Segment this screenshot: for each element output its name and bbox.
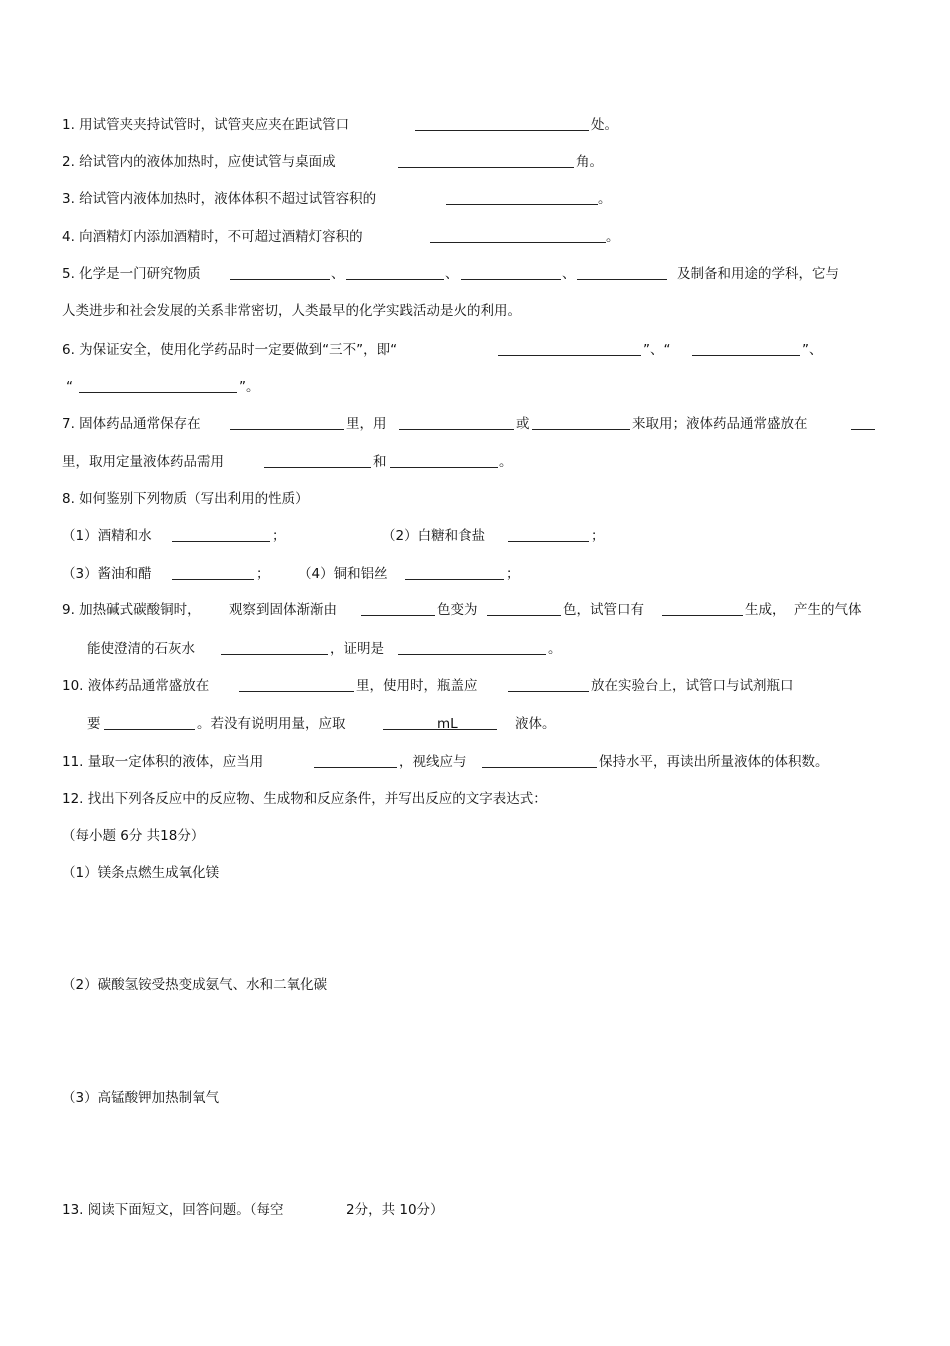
answer-blank[interactable] (239, 677, 354, 692)
question-text: 2. 给试管内的液体加热时，应使试管与桌面成 (62, 154, 336, 170)
question-text: 里，取用定量液体药品需用 (62, 454, 224, 470)
sub-item: （3）酱油和醋 (62, 566, 152, 582)
sub-item: （2）白糖和食盐 (382, 528, 486, 544)
answer-blank[interactable] (532, 415, 630, 430)
answer-blank[interactable] (230, 265, 330, 280)
question-part: ，视线应与 (399, 754, 467, 770)
answer-blank[interactable] (399, 415, 514, 430)
question-end: 处。 (591, 117, 618, 133)
question-text: 1. 用试管夹夹持试管时，试管夹应夹在距试管口 (62, 117, 350, 133)
answer-blank[interactable] (692, 341, 800, 356)
sub-item: （1）酒精和水 (62, 528, 152, 544)
score-note: 2分，共 10分） (346, 1202, 444, 1218)
question-end: 。 (606, 229, 620, 245)
answer-blank[interactable] (314, 753, 397, 768)
question-text: 12. 找出下列各反应中的反应物、生成物和反应条件，并写出反应的文字表达式： (62, 791, 547, 807)
answer-blank[interactable] (390, 453, 498, 468)
answer-blank[interactable] (398, 153, 574, 168)
separator: ； (272, 528, 286, 544)
sub-item: （1）镁条点燃生成氧化镁 (62, 865, 220, 881)
question-part: 色变为 (437, 602, 478, 618)
sub-item: （2）碳酸氢铵受热变成氨气、水和二氧化碳 (62, 977, 328, 993)
answer-blank[interactable] (172, 527, 270, 542)
quote-open: “ (66, 379, 73, 395)
question-part: 色，试管口有 (563, 602, 644, 618)
answer-blank[interactable] (361, 601, 435, 616)
question-text: 5. 化学是一门研究物质 (62, 266, 201, 282)
question-text: 6. 为保证安全，使用化学药品时一定要做到“三不”，即“ (62, 342, 398, 358)
answer-blank[interactable] (498, 341, 641, 356)
question-text: 11. 量取一定体积的液体，应当用 (62, 754, 264, 770)
question-part: 来取用；液体药品通常盛放在 (632, 416, 808, 432)
answer-blank[interactable] (415, 116, 589, 131)
question-text: 10. 液体药品通常盛放在 (62, 678, 210, 694)
question-part: 生成， (745, 602, 786, 618)
separator: 、 (445, 266, 459, 282)
answer-blank[interactable] (508, 677, 589, 692)
question-end: 液体。 (515, 716, 556, 732)
question-part: 。若没有说明用量，应取 (197, 716, 346, 732)
answer-blank[interactable] (221, 640, 328, 655)
question-part: 里，使用时，瓶盖应 (356, 678, 478, 694)
answer-blank[interactable] (264, 453, 371, 468)
answer-blank[interactable] (104, 715, 195, 730)
answer-blank[interactable] (662, 601, 743, 616)
separator: 、 (562, 266, 576, 282)
question-end: 。 (499, 454, 513, 470)
sub-item: （4）铜和铝丝 (298, 566, 388, 582)
question-end: ”。 (239, 379, 260, 395)
answer-blank[interactable] (398, 640, 546, 655)
answer-blank[interactable] (172, 565, 254, 580)
question-text: 人类进步和社会发展的关系非常密切，人类最早的化学实践活动是火的利用。 (62, 303, 521, 319)
question-end: 。 (548, 641, 562, 657)
answer-blank[interactable] (508, 527, 589, 542)
question-end: 及制备和用途的学科，它与 (677, 266, 839, 282)
question-text: 4. 向酒精灯内添加酒精时，不可超过酒精灯容积的 (62, 229, 363, 245)
question-part: 或 (516, 416, 530, 432)
answer-blank[interactable] (487, 601, 561, 616)
question-end: 。 (598, 191, 612, 207)
unit-label: mL (437, 716, 458, 732)
question-text: 13. 阅读下面短文，回答问题。（每空 (62, 1202, 284, 1218)
answer-blank[interactable] (79, 378, 237, 393)
answer-blank[interactable] (405, 565, 504, 580)
answer-blank[interactable] (461, 265, 561, 280)
separator: ； (591, 528, 605, 544)
separator: ”、“ (643, 342, 671, 358)
separator: ”、 (802, 342, 823, 358)
answer-blank[interactable] (577, 265, 667, 280)
question-part: 保持水平，再读出所量液体的体积数。 (599, 754, 829, 770)
score-note: （每小题 6分 共18分） (62, 828, 205, 844)
question-text: 9. 加热碱式碳酸铜时， (62, 602, 201, 618)
question-text: 能使澄清的石灰水 (87, 641, 195, 657)
question-part: ，证明是 (330, 641, 384, 657)
question-part: 观察到固体渐渐由 (229, 602, 337, 618)
separator: ； (256, 566, 270, 582)
answer-blank[interactable] (851, 415, 875, 430)
question-text: 3. 给试管内液体加热时，液体体积不超过试管容积的 (62, 191, 377, 207)
question-part: 放在实验台上，试管口与试剂瓶口 (591, 678, 794, 694)
question-part: 产生的气体 (794, 602, 862, 618)
question-end: 角。 (576, 154, 603, 170)
separator: ； (506, 566, 520, 582)
answer-blank[interactable] (430, 228, 606, 243)
separator: 、 (331, 266, 345, 282)
answer-blank[interactable] (230, 415, 344, 430)
answer-blank[interactable] (346, 265, 444, 280)
question-text: 7. 固体药品通常保存在 (62, 416, 201, 432)
question-text: 8. 如何鉴别下列物质（写出利用的性质） (62, 491, 309, 507)
question-part: 里，用 (346, 416, 387, 432)
sub-item: （3）高锰酸钾加热制氧气 (62, 1090, 220, 1106)
question-part: 和 (373, 454, 387, 470)
question-text: 要 (87, 716, 101, 732)
answer-blank[interactable] (482, 753, 597, 768)
answer-blank[interactable] (446, 190, 598, 205)
